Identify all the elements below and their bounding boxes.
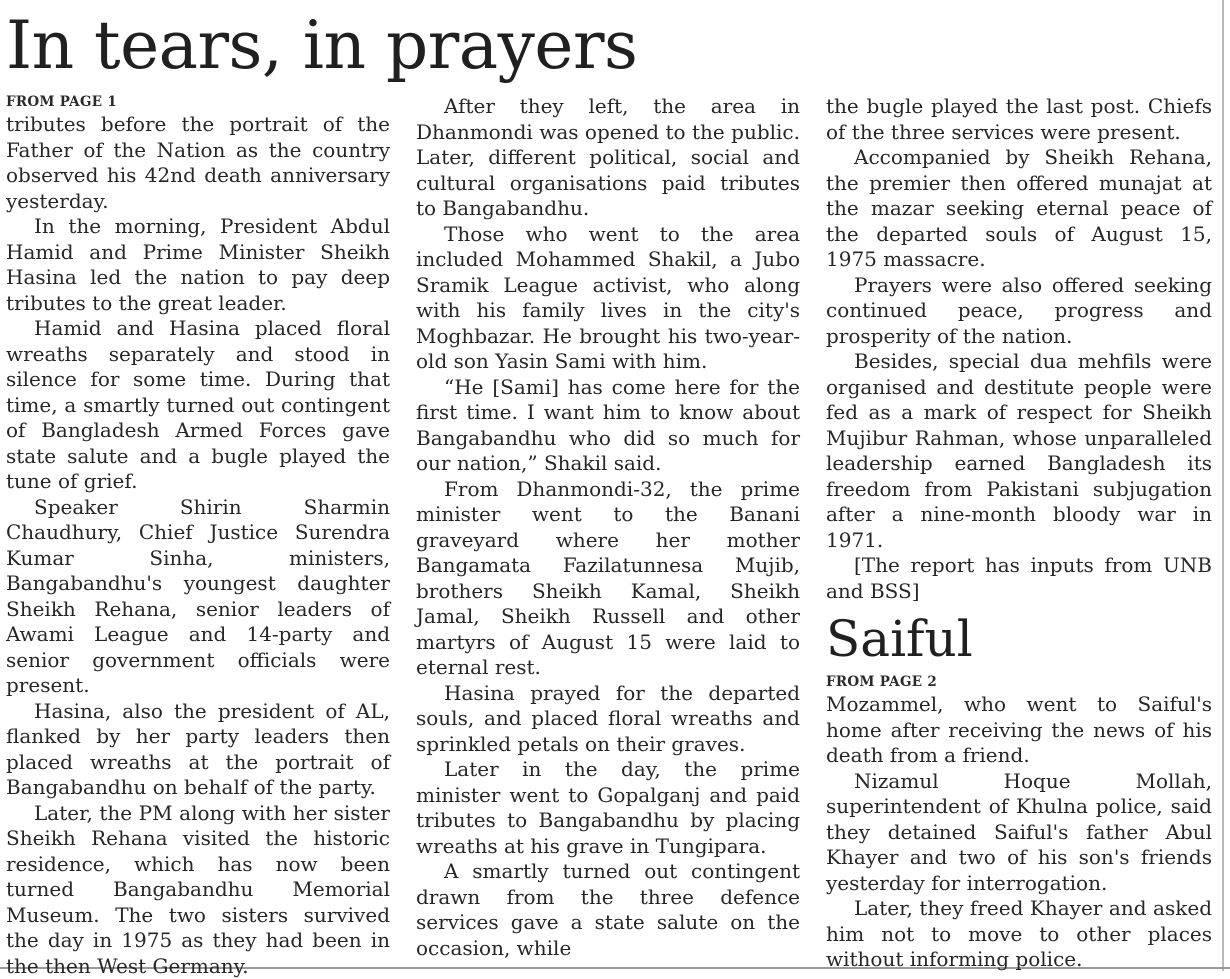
paragraph: Hasina prayed for the departed souls, and placed floral wreaths and sprinkled petals on their graves. (416, 681, 800, 758)
paragraph: Hamid and Hasina placed floral wreaths separately and stood in silence for some time. During that time, a smartly turned out contingent of Bangladesh Armed Forces gave state salute and a bugle played the tune of grief. (6, 316, 390, 495)
column-2 (416, 94, 800, 961)
paragraph: Mozammel, who went to Saiful's home after receiving the news of his death from a friend. (826, 692, 1212, 769)
paragraph: From Dhanmondi-32, the prime minister went to the Banani graveyard where her mother Bangamata Fazilatunnesa Mujib, brothers Sheikh Kamal, Sheikh Jamal, Sheikh Russell and other martyrs of August 15 were laid to eternal rest. (416, 477, 800, 681)
column-1 (6, 92, 390, 979)
paragraph: Accompanied by Sheikh Rehana, the premier then offered munajat at the mazar seeking eternal peace of the departed souls of August 15, 1975 massacre. (826, 145, 1212, 273)
paragraph: In the morning, President Abdul Hamid and Prime Minister Sheikh Hasina led the nation to pay deep tributes to the great leader. (6, 214, 390, 316)
paragraph: [The report has inputs from UNB and BSS] (826, 553, 1212, 604)
kicker-from-page-1: FROM PAGE 1 (6, 92, 390, 112)
column-edge-rule (1222, 0, 1224, 971)
column-3 (826, 94, 1212, 973)
paragraph: tributes before the portrait of the Father of the Nation as the country observed his 42nd death anniversary yesterday. (6, 112, 390, 214)
paragraph: “He [Sami] has come here for the first time. I want him to know about Bangabandhu who did so much for our nation,” Shakil said. (416, 375, 800, 477)
paragraph: the bugle played the last post. Chiefs of the three services were present. (826, 94, 1212, 145)
kicker-from-page-2: FROM PAGE 2 (826, 672, 1212, 692)
paragraph: Those who went to the area included Mohammed Shakil, a Jubo Sramik League activist, who along with his family lives in the city's Moghbazar. He brought his two-year-old son Yasin Sami with him. (416, 222, 800, 375)
paragraph: Speaker Shirin Sharmin Chaudhury, Chief Justice Surendra Kumar Sinha, ministers, Bangabandhu's youngest daughter Sheikh Rehana, senior leaders of Awami League and 14-party and senior government officials were present. (6, 495, 390, 699)
paragraph: Later, the PM along with her sister Sheikh Rehana visited the historic residence, which has now been turned Bangabandhu Memorial Museum. The two sisters survived the day in 1975 as they had been in the then West Germany. (6, 801, 390, 979)
paragraph: Prayers were also offered seeking continued peace, progress and prosperity of the nation. (826, 273, 1212, 350)
paragraph: Later in the day, the prime minister went to Gopalganj and paid tributes to Bangabandhu by placing wreaths at his grave in Tungipara. (416, 757, 800, 859)
second-article-headline: Saiful (826, 610, 1212, 668)
paragraph: Besides, special dua mehfils were organised and destitute people were fed as a mark of respect for Sheikh Mujibur Rahman, whose unparalleled leadership earned Bangladesh its freedom from Pakistani subjugation after a nine-month bloody war in 1971. (826, 349, 1212, 553)
paragraph: A smartly turned out contingent drawn from the three defence services gave a state salute on the occasion, while (416, 859, 800, 961)
paragraph: After they left, the area in Dhanmondi was opened to the public. Later, different political, social and cultural organisations paid tributes to Bangabandhu. (416, 94, 800, 222)
headline: In tears, in prayers (6, 2, 637, 90)
paragraph: Hasina, also the president of AL, flanked by her party leaders then placed wreaths at the portrait of Bangabandhu on behalf of the party. (6, 699, 390, 801)
paragraph: Nizamul Hoque Mollah, superintendent of Khulna police, said they detained Saiful's father Abul Khayer and two of his son's friends yesterday for interrogation. (826, 769, 1212, 897)
paragraph: Later, they freed Khayer and asked him not to move to other places without informing police. (826, 896, 1212, 973)
